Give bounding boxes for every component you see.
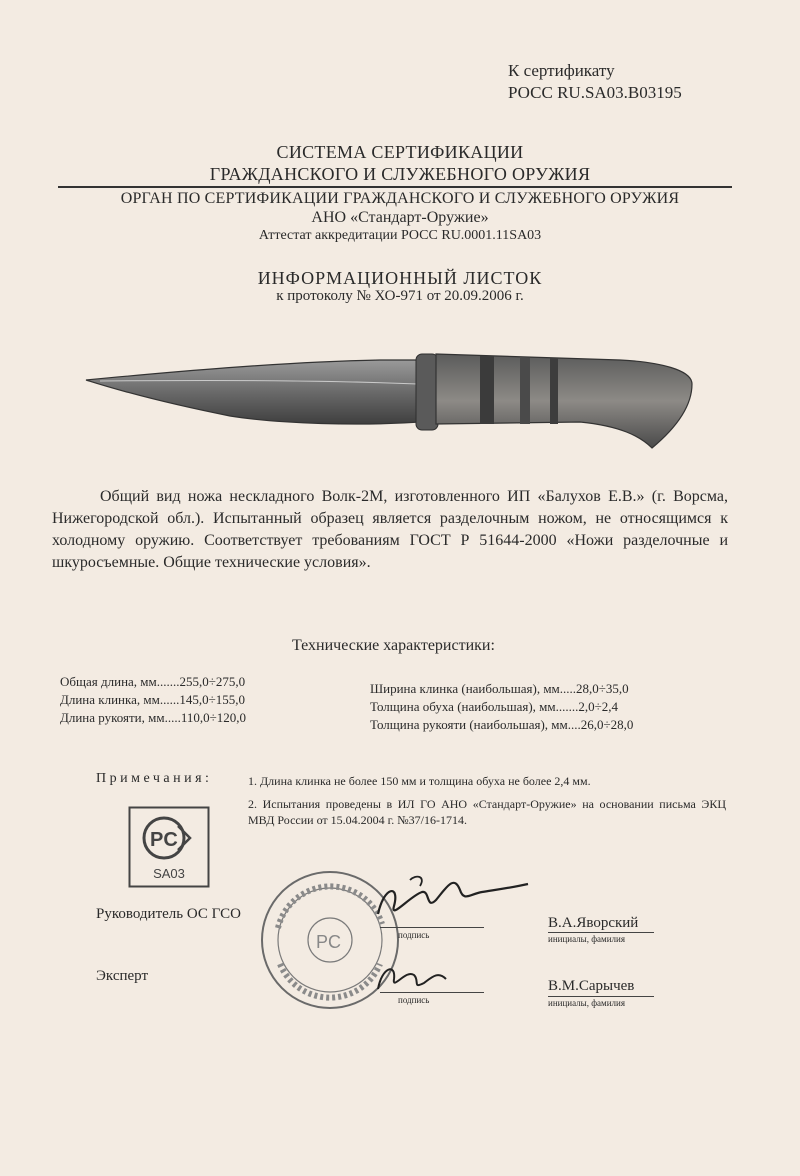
knife-description-text: Общий вид ножа нескладного Волк-2М, изготовленного ИП «Балухов Е.В.» (г. Ворсма, Нижегородской обл.). Испытанный образец является разделочным ножом, не относящимся к холодному оружию. Соответствует требованиям ГОСТ Р 51644-2000 «Ножи разделочные и шкуросъемные. Общие технические условия».: [52, 488, 728, 571]
protocol-reference: к протоколу № ХО-971 от 20.09.2006 г.: [276, 288, 524, 304]
accreditation-attestat: Аттестат аккредитации РОСС RU.0001.11SA03: [258, 228, 542, 243]
expert-signature-line: [380, 992, 484, 993]
expert-signature-caption: подпись: [398, 995, 430, 1005]
organization-name: АНО «Стандарт-Оружие»: [311, 209, 489, 226]
svg-text:PC: PC: [150, 829, 178, 851]
note-2: 2. Испытания проведены в ИЛ ГО АНО «Стандарт-Оружие» на основании письма ЭКЦ МВД России от 15.04.2004 г. №37/16-1714.: [248, 797, 726, 827]
specs-right-list: [370, 680, 633, 734]
expert-name-line: [548, 996, 654, 997]
certificate-number: РОСС RU.SA03.B03195: [508, 83, 682, 102]
expert-name-caption: инициалы, фамилия: [548, 998, 625, 1008]
head-signature: [370, 866, 540, 926]
head-name-caption: инициалы, фамилия: [548, 934, 625, 944]
expert-name: В.М.Сарычев: [548, 978, 635, 994]
spec-handle-length: Длина рукояти, мм.....110,0÷120,0: [60, 710, 246, 725]
specs-left-list: [60, 673, 246, 727]
spec-handle-thickness: Толщина рукояти (наибольшая), мм....26,0÷28,0: [370, 717, 634, 732]
expert-signature: [372, 955, 452, 997]
head-role: Руководитель ОС ГСО: [96, 906, 241, 922]
spec-spine-thickness: Толщина обуха (наибольшая), мм.......2,0÷2,4: [370, 699, 618, 714]
header-divider: [58, 186, 732, 188]
expert-role: Эксперт: [96, 968, 149, 984]
head-signature-caption: подпись: [398, 930, 430, 940]
rst-conformity-mark: [128, 806, 210, 888]
system-title-line2: ГРАЖДАНСКОГО И СЛУЖЕБНОГО ОРУЖИЯ: [209, 164, 591, 184]
specs-title: Технические характеристики:: [292, 637, 495, 654]
svg-text:PC: PC: [316, 932, 342, 952]
system-title-line1: СИСТЕМА СЕРТИФИКАЦИИ: [276, 142, 524, 162]
head-signature-line: [380, 927, 484, 928]
spec-total-length: Общая длина, мм.......255,0÷275,0: [60, 674, 246, 689]
certificate-reference-label: К сертификату: [508, 61, 615, 80]
notes-label: Примечания:: [96, 771, 213, 786]
head-name-line: [548, 932, 654, 933]
knife-description: [52, 486, 728, 574]
certificate-reference: [508, 60, 682, 104]
head-name: В.А.Яворский: [548, 915, 639, 931]
document-title: ИНФОРМАЦИОННЫЙ ЛИСТОК: [257, 268, 543, 288]
spec-blade-length: Длина клинка, мм......145,0÷155,0: [60, 692, 245, 707]
certification-body: ОРГАН ПО СЕРТИФИКАЦИИ ГРАЖДАНСКОГО И СЛУЖЕБНОГО ОРУЖИЯ: [120, 190, 680, 207]
note-1: 1. Длина клинка не более 150 мм и толщина обуха не более 2,4 мм.: [248, 774, 591, 788]
spec-blade-width: Ширина клинка (наибольшая), мм.....28,0÷35,0: [370, 681, 629, 696]
mark-code: SA03: [153, 866, 185, 881]
knife-photo: [80, 340, 700, 452]
